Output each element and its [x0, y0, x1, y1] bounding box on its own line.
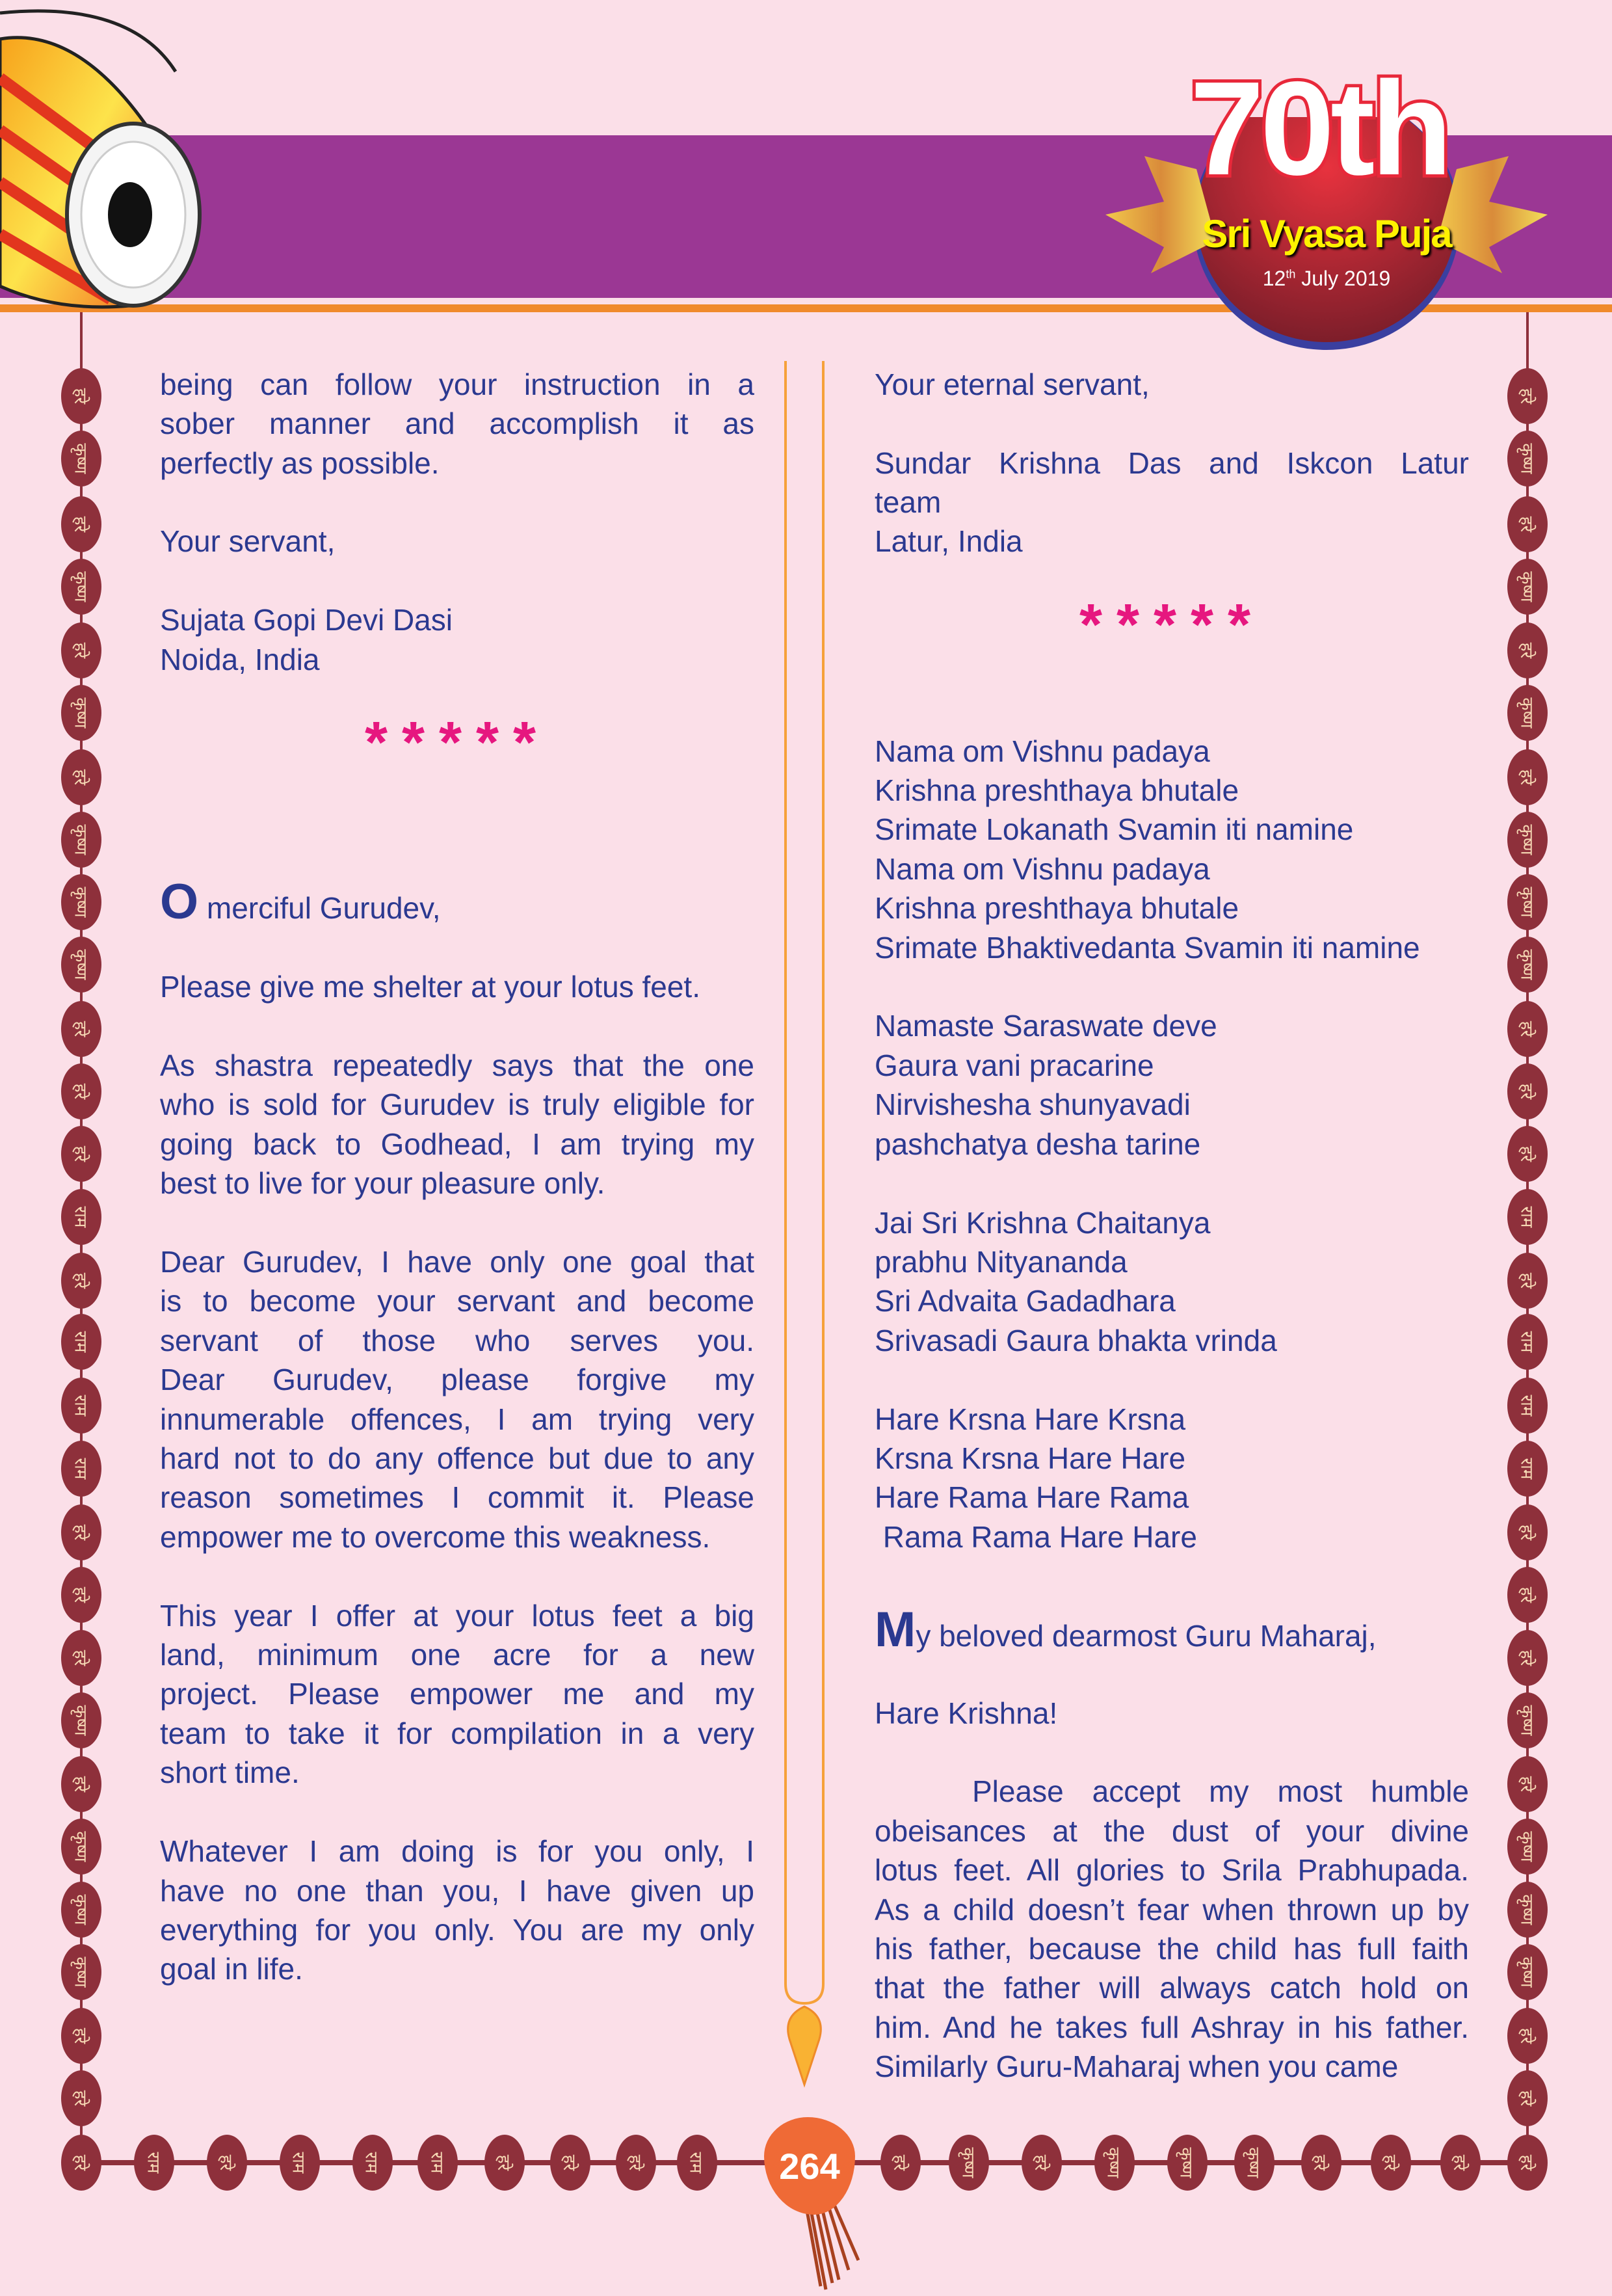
text-line: team to take it for compilation in a very: [160, 1716, 754, 1750]
bead-label: कृष्ण: [71, 443, 91, 474]
paragraph: [160, 1242, 755, 1556]
mantra-bead: [61, 749, 101, 805]
bead-label: कृष्ण: [1517, 697, 1537, 728]
mantra-bead: [1507, 1063, 1548, 1119]
mantra-bead: [61, 1001, 101, 1057]
mantra-bead: [1507, 812, 1548, 868]
bead-label: हरे: [560, 2154, 580, 2171]
mantra-bead: [61, 559, 101, 615]
mantra-bead: [61, 496, 101, 552]
bead-label: हरे: [1031, 2154, 1051, 2171]
mantra-bead: [61, 1882, 101, 1938]
text-line: obeisances at the dust of your divine: [875, 1813, 1469, 1848]
mantra-bead: [1022, 2135, 1062, 2191]
text-line: Nirvishesha shunyavadi: [875, 1088, 1191, 1122]
bead-label: कृष्ण: [958, 2147, 979, 2178]
bead-label: कृष्ण: [1243, 2147, 1263, 2178]
bead-label: कृष्ण: [71, 1894, 91, 1925]
text-line: As a child doesn’t fear when thrown up by: [875, 1892, 1469, 1927]
text-line: him. And he takes full Ashray in his father.: [875, 2010, 1469, 2044]
text-line: Jai Sri Krishna Chaitanya: [875, 1205, 1211, 1240]
bead-label: हरे: [890, 2154, 910, 2171]
mantra-bead: [1371, 2135, 1411, 2191]
bead-label: हरे: [71, 516, 91, 532]
bead-label: हरे: [71, 1524, 91, 1541]
bead-label: कृष्ण: [1517, 1705, 1537, 1736]
bead-label: हरे: [1517, 388, 1537, 404]
bead-label: हरे: [71, 769, 91, 786]
mantra-bead: [61, 622, 101, 678]
text-line: reason sometimes I commit it. Please: [160, 1480, 754, 1515]
badge-title: Sri Vyasa Puja: [1202, 212, 1451, 256]
mantra-bead: [1507, 1882, 1548, 1938]
mantra-bead: [134, 2135, 174, 2191]
mantra-bead: [1507, 1944, 1548, 2000]
mantra-bead: [1507, 496, 1548, 552]
bead-label: हरे: [1517, 1272, 1537, 1289]
bead-label: राम: [1517, 1331, 1537, 1353]
mantra-bead: [61, 1189, 101, 1245]
bead-label: कृष्ण: [1517, 1894, 1537, 1925]
text-line: Srimate Bhaktivedanta Svamin iti namine: [875, 930, 1420, 965]
drop-initial: O: [160, 874, 199, 930]
mantra-bead: [61, 937, 101, 993]
bead-label: कृष्ण: [1517, 571, 1537, 602]
text-line: prabhu Nityananda: [875, 1244, 1128, 1279]
mantra-bead: [1507, 2070, 1548, 2126]
mantra-bead: [1507, 1441, 1548, 1497]
bead-label: हरे: [1517, 1649, 1537, 1666]
bead-label: हरे: [1517, 1587, 1537, 1603]
mantra-bead: [1507, 2135, 1548, 2191]
text-line: Krishna preshthaya bhutale: [875, 773, 1239, 807]
bead-label: राम: [144, 2152, 164, 2174]
bead-label: कृष्ण: [1517, 1956, 1537, 1988]
bead-label: हरे: [1381, 2154, 1401, 2171]
mantra-bead: [1507, 1692, 1548, 1748]
paragraph: [160, 1046, 755, 1203]
bead-label: राम: [1517, 1458, 1537, 1480]
column-divider: [774, 361, 839, 2091]
mantra-bead: [949, 2135, 989, 2191]
mantra-bead: [61, 1567, 101, 1623]
bead-label: राम: [71, 1395, 91, 1417]
paragraph: [875, 1203, 1470, 1361]
bead-label: कृष्ण: [1517, 443, 1537, 474]
bead-label: हरे: [1517, 769, 1537, 786]
bead-label: हरे: [1517, 2154, 1537, 2171]
badge-ordinal: 70th: [1190, 54, 1449, 203]
text-line: Please accept my most humble: [972, 1774, 1469, 1809]
bead-label: राम: [71, 1331, 91, 1353]
mantra-bead: [61, 2008, 101, 2064]
bead-label: कृष्ण: [1176, 2147, 1196, 2178]
mantra-bead: [61, 1253, 101, 1309]
text-line: his father, because the child has full faith: [875, 1931, 1469, 1966]
text-line: Dear Gurudev, I have only one goal that: [160, 1244, 754, 1279]
text-line: Sri Advaita Gadadhara: [875, 1284, 1176, 1318]
text-line: land, minimum one acre for a new: [160, 1638, 754, 1672]
bead-label: कृष्ण: [71, 824, 91, 855]
mantra-bead: [417, 2135, 458, 2191]
text-line: sober manner and accomplish it as: [160, 407, 754, 441]
mantra-bead: [1507, 431, 1548, 487]
text-line: best to live for your pleasure only.: [160, 1166, 605, 1201]
text-line: team: [875, 485, 942, 519]
paragraph: [160, 522, 755, 561]
text-line: Rama Rama Hare Hare: [875, 1519, 1197, 1554]
mantra-bead: [1507, 1001, 1548, 1057]
mantra-bead: [880, 2135, 921, 2191]
mantra-bead: [677, 2135, 717, 2191]
paragraph: [160, 967, 755, 1006]
text-line: Latur, India: [875, 524, 1023, 559]
text-line: Srivasadi Gaura bhakta vrinda: [875, 1323, 1277, 1357]
bead-label: कृष्ण: [1517, 824, 1537, 855]
mantra-bead: [61, 1126, 101, 1182]
mantra-bead: [61, 1630, 101, 1686]
bead-label: कृष्ण: [71, 949, 91, 981]
mantra-bead: [61, 1441, 101, 1497]
mantra-bead: [484, 2135, 525, 2191]
mantra-bead: [61, 874, 101, 930]
text-line: short time.: [160, 1755, 300, 1790]
mantra-bead: [1507, 1253, 1548, 1309]
bead-label: राम: [71, 1206, 91, 1228]
text-line: Srimate Lokanath Svamin iti namine: [875, 812, 1354, 847]
mantra-bead: [1507, 749, 1548, 805]
mantra-bead: [61, 2135, 101, 2191]
bead-label: हरे: [71, 2090, 91, 2107]
section-separator-stars: *****: [364, 710, 551, 776]
text-line: Hare Krsna Hare Krsna: [875, 1402, 1186, 1436]
text-line: who is sold for Gurudev is truly eligible for: [160, 1088, 754, 1122]
salutation-text: y beloved dearmost Guru Maharaj,: [916, 1619, 1377, 1653]
mantra-bead: [616, 2135, 656, 2191]
bead-label: हरे: [1517, 2090, 1537, 2107]
bead-label: कृष्ण: [71, 1831, 91, 1862]
paragraph: [875, 444, 1470, 561]
bead-label: कृष्ण: [71, 1705, 91, 1736]
mantra-bead: [61, 1378, 101, 1434]
paragraph: [875, 365, 1470, 404]
mantra-bead: [61, 2070, 101, 2126]
text-line: going back to Godhead, I am trying my: [160, 1127, 754, 1161]
paragraph: [875, 732, 1470, 967]
page-number: 264: [764, 2117, 855, 2215]
text-line: everything for you only. You are my only: [160, 1912, 754, 1947]
text-line: project. Please empower me and my: [160, 1677, 754, 1711]
text-line: Sundar Krishna Das and Iskcon Latur: [875, 446, 1469, 480]
text-line: Namaste Saraswate deve: [875, 1009, 1217, 1043]
bead-label: राम: [1517, 1395, 1537, 1417]
bead-label: हरे: [1517, 516, 1537, 532]
mantra-bead: [61, 1756, 101, 1812]
mantra-bead: [1507, 1314, 1548, 1370]
mantra-bead: [1507, 874, 1548, 930]
mantra-bead: [1507, 1756, 1548, 1812]
mantra-bead: [1507, 685, 1548, 741]
mantra-bead: [1094, 2135, 1135, 2191]
bead-label: राम: [1517, 1206, 1537, 1228]
mantra-bead: [1507, 1819, 1548, 1875]
date-rest: July 2019: [1295, 267, 1391, 290]
bead-label: राम: [427, 2152, 447, 2174]
bead-label: हरे: [1517, 2028, 1537, 2044]
text-line: have no one than you, I have given up: [160, 1873, 754, 1908]
mridanga-drum-icon: [0, 0, 234, 325]
text-line: Gaura vani pracarine: [875, 1048, 1154, 1082]
mantra-bead: [61, 431, 101, 487]
pendant-icon: [788, 2007, 821, 2085]
mantra-bead: [1440, 2135, 1481, 2191]
bead-label: हरे: [1517, 1776, 1537, 1793]
text-line: Krishna preshthaya bhutale: [875, 891, 1239, 926]
bead-label: राम: [289, 2152, 309, 2174]
text-line: is to become your servant and become: [160, 1284, 754, 1318]
mantra-bead: [1507, 1189, 1548, 1245]
bead-label: हरे: [1450, 2154, 1470, 2171]
badge-date: [1196, 267, 1457, 291]
text-line: As shastra repeatedly says that the one: [160, 1048, 754, 1082]
mantra-bead: [61, 368, 101, 424]
mantra-bead: [1507, 622, 1548, 678]
paragraph: [160, 1596, 755, 1793]
bead-label: हरे: [1517, 1083, 1537, 1100]
bead-label: कृष्ण: [1517, 887, 1537, 918]
text-line: This year I offer at your lotus feet a big: [160, 1598, 754, 1633]
mantra-bead: [1234, 2135, 1275, 2191]
text-line: goal in life.: [160, 1952, 303, 1986]
bead-label: हरे: [71, 1021, 91, 1037]
bead-label: कृष्ण: [71, 571, 91, 602]
mantra-bead: [61, 1504, 101, 1560]
letter-salutation: [875, 1602, 1470, 1657]
mantra-bead: [1507, 937, 1548, 993]
text-line: Your eternal servant,: [875, 367, 1150, 401]
bead-label: हरे: [217, 2154, 237, 2171]
bead-label: कृष्ण: [71, 1956, 91, 1988]
mantra-bead: [61, 1063, 101, 1119]
mantra-bead: [1507, 1378, 1548, 1434]
bead-label: कृष्ण: [1517, 949, 1537, 981]
text-line: Dear Gurudev, please forgive my: [160, 1363, 754, 1397]
text-line: being can follow your instruction in a: [160, 367, 754, 401]
bead-label: कृष्ण: [71, 697, 91, 728]
mantra-bead: [61, 685, 101, 741]
text-line: Krsna Krsna Hare Hare: [875, 1441, 1186, 1475]
mantra-bead: [1507, 2008, 1548, 2064]
mantra-bead: [61, 1692, 101, 1748]
text-line: Your servant,: [160, 524, 336, 559]
mantra-bead: [1507, 559, 1548, 615]
text-line: innumerable offences, I am trying very: [160, 1402, 754, 1436]
bead-label: कृष्ण: [1103, 2147, 1124, 2178]
bead-label: राम: [71, 1458, 91, 1480]
letter-salutation: [160, 874, 755, 930]
bead-label: हरे: [1517, 642, 1537, 659]
date-suffix: th: [1286, 267, 1296, 281]
mantra-bead: [61, 1944, 101, 2000]
paragraph: [875, 1694, 1470, 1733]
bead-label: हरे: [71, 1272, 91, 1289]
paragraph: [875, 1006, 1470, 1164]
bead-label: कृष्ण: [1517, 1831, 1537, 1862]
bead-label: कृष्ण: [71, 887, 91, 918]
text-line: Please give me shelter at your lotus feet.: [160, 970, 700, 1004]
bead-label: राम: [362, 2152, 382, 2174]
text-line: Noida, India: [160, 642, 320, 676]
bead-label: हरे: [494, 2154, 514, 2171]
mantra-bead: [1507, 1567, 1548, 1623]
mantra-bead: [61, 1314, 101, 1370]
date-day: 12: [1262, 267, 1286, 290]
text-line: lotus feet. All glories to Srila Prabhupada.: [875, 1853, 1469, 1888]
mantra-bead: [207, 2135, 247, 2191]
text-line: that the father will always catch hold on: [875, 1971, 1469, 2005]
bead-label: हरे: [625, 2154, 645, 2171]
paragraph: [160, 600, 755, 679]
bead-label: हरे: [71, 1776, 91, 1793]
mantra-bead: [1167, 2135, 1208, 2191]
mantra-bead: [280, 2135, 320, 2191]
salutation-text: merciful Gurudev,: [198, 891, 441, 926]
text-line: hard not to do any offence but due to any: [160, 1441, 754, 1475]
text-line: Hare Rama Hare Rama: [875, 1480, 1189, 1515]
text-line: Nama om Vishnu padaya: [875, 851, 1210, 886]
mantra-bead: [550, 2135, 590, 2191]
bead-label: हरे: [1517, 1146, 1537, 1162]
paragraph: [875, 1772, 1470, 2086]
bead-label: हरे: [71, 2028, 91, 2044]
text-line: pashchatya desha tarine: [875, 1127, 1201, 1161]
bead-label: हरे: [71, 2154, 91, 2171]
text-line: servant of those who serves you.: [160, 1323, 754, 1357]
text-line: empower me to overcome this weakness.: [160, 1519, 711, 1554]
bead-label: हरे: [71, 1649, 91, 1666]
mantra-bead: [1507, 1630, 1548, 1686]
bead-label: हरे: [71, 1083, 91, 1100]
bead-label: हरे: [71, 1587, 91, 1603]
bead-label: हरे: [1310, 2154, 1330, 2171]
paragraph: [875, 1400, 1470, 1557]
mantra-bead: [61, 1819, 101, 1875]
mantra-bead: [1301, 2135, 1341, 2191]
drop-initial: M: [875, 1602, 916, 1657]
text-line: Whatever I am doing is for you only, I: [160, 1834, 754, 1869]
text-line: perfectly as possible.: [160, 446, 440, 480]
mantra-bead: [1507, 368, 1548, 424]
section-separator-stars: *****: [1079, 593, 1265, 658]
bead-label: हरे: [71, 388, 91, 404]
bead-label: हरे: [1517, 1524, 1537, 1541]
mantra-bead: [1507, 1504, 1548, 1560]
mantra-bead: [352, 2135, 393, 2191]
bead-label: हरे: [71, 642, 91, 659]
text-line: Similarly Guru-Maharaj when you came: [875, 2049, 1399, 2084]
mantra-bead: [1507, 1126, 1548, 1182]
bead-label: हरे: [1517, 1021, 1537, 1037]
text-line: Hare Krishna!: [875, 1696, 1058, 1730]
bead-label: हरे: [71, 1146, 91, 1162]
paragraph: [160, 365, 755, 483]
text-line: Nama om Vishnu padaya: [875, 734, 1210, 768]
paragraph: [160, 1832, 755, 1989]
mantra-bead: [61, 812, 101, 868]
text-line: Sujata Gopi Devi Dasi: [160, 603, 453, 637]
bead-label: राम: [686, 2152, 706, 2174]
